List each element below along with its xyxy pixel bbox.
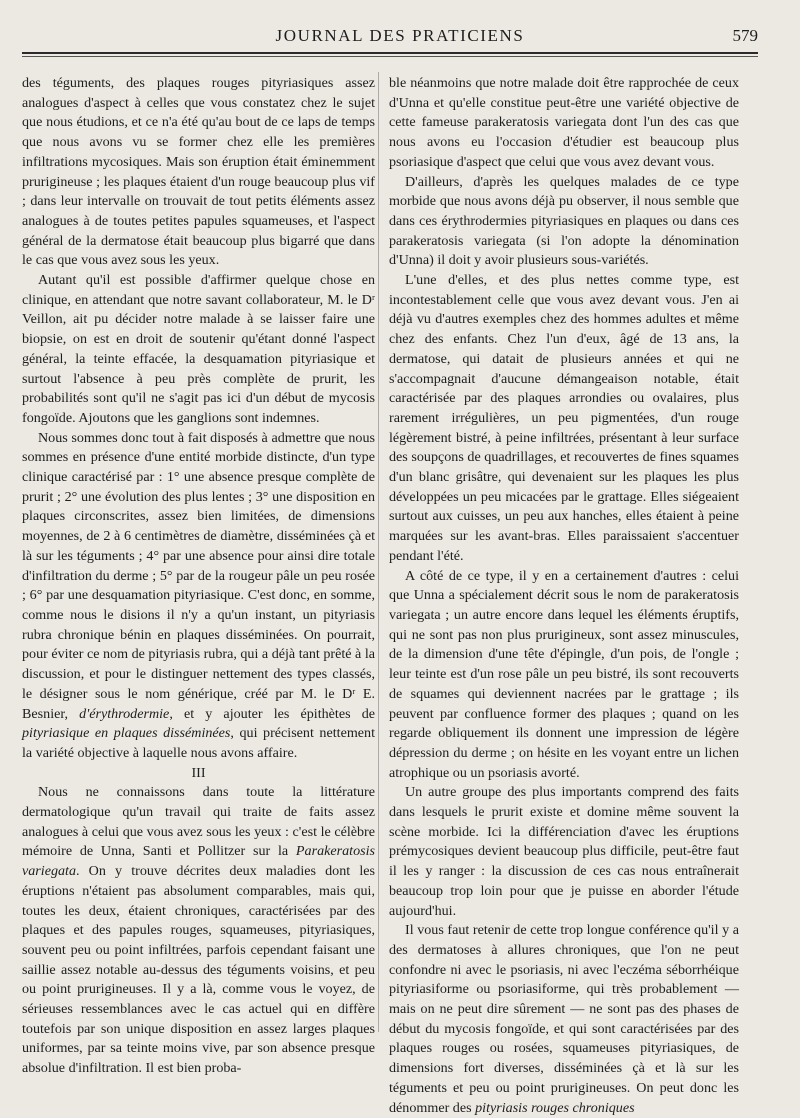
header-rule-thin [22, 56, 758, 57]
running-header [22, 26, 778, 54]
right-column [389, 74, 739, 1118]
header-rule [22, 52, 758, 54]
paragraph: D'ailleurs, d'après les quelques malades de ce type morbide que nous avons déjà pu observer, il nous semble que dans ces érythrodermies pityriasiques en plaques ou dans ces parakeratosis variegata (si l'on adopte la dénomination d'Unna) il doit y avoir plusieurs sous-variétés. [389, 173, 739, 269]
paragraph: des téguments, des plaques rouges pityriasiques assez analogues d'aspect à celles que vous constatez chez le sujet que nous étudions, et ce n'a été qu'au bout de ce laps de temps que nous avons vu se former chez elle les premières infiltrations mycosiques. Mais son éruption était éminemment prurigineuse ; les plaques étaient d'un rouge beaucoup plus vif ; dans leur intervalle on trouvait de tout petits éléments assez analogues à de toutes petites papules squameuses, et l'aspect général de la dermatose était beaucoup plus bigarré que dans le cas que vous avez sous les yeux. [22, 75, 375, 269]
italic-term: Parakeratosis variegata [22, 843, 375, 880]
paragraph: A côté de ce type, il y en a certainement d'autres : celui que Unna a spécialement décrit sous le nom de parakeratosis variegata ; un autre encore dans lequel les éléments éruptifs, qui ne sont pas non plus prurigineux, sont assez minuscules, de la dimension d'une tête d'épingle, d'un pois, de l'ongle ; leur teinte est d'un rose pâle un peu bistré, ils sont recouverts de squames qui deviennent nacrées par le grattage ; ils peuvent par confluence former des plaques ; quand on les regarde obliquement ils donnent une impression de légère dépression du derme ; on hésite en les voyant entre un lichen atrophique ou un psoriasis avorté. [389, 567, 739, 781]
text-run: Nous ne connaissons dans toute la littérature dermatologique qu'un travail qui traite de faits assez analogues à celui que vous avez sous les yeux : c'est le célèbre mémoire de Unna, Santi et Pollitzer sur la [22, 784, 375, 860]
italic-term: pityriasis rouges chroniques [475, 1099, 635, 1116]
paragraph: Un autre groupe des plus importants comprend des faits dans lesquels le prurit existe et domine même souvent la scène morbide. Ici la différenciation d'avec les éruptions prémycosiques devient beaucoup plus difficile, peut-être faut il les y ranger : la discussion de ces cas nous entraînerait beaucoup trop loin pour que je puisse en aborder l'étude aujourd'hui. [389, 784, 739, 919]
italic-term: pityriasique en plaques disséminées [22, 725, 231, 742]
text-run: , et y ajouter les épithètes de [169, 705, 375, 722]
left-column [22, 74, 375, 1079]
paragraph [389, 921, 739, 1118]
page-number: 579 [732, 26, 758, 45]
paragraph: Autant qu'il est possible d'affirmer quelque chose en clinique, en attendant que notre savant collaborateur, M. le Dʳ Veillon, ait pu décider notre malade à se laisser faire une biopsie, on est en droit de soutenir qu'étant donné l'aspect général, la teinte effacée, la desquamation pityriasique et surtout l'absence à peu près complète de prurit, les probabilités sont qu'il ne s'agit pas ici d'un début de mycosis fongoïde. Ajoutons que les ganglions sont indemnes. [22, 272, 375, 426]
paragraph [22, 783, 375, 1079]
text-run: Nous sommes donc tout à fait disposés à admettre que nous sommes en présence d'une entité morbide distincte, d'un type clinique caractérisé par : 1° une absence presque complète de prurit ; 2° une évolution des plus lentes ; 3° une disposition en plaques circonscrites, assez bien limitées, de dimensions moyennes, de 2 à 6 centimètres de diamètre, disséminées çà et là sur les téguments ; 4° par une absence pour ainsi dire totale d'infiltration du derme ; 5° par de la rougeur pâle un peu rosée ; 6° par une desquamation pityriasique. C'est donc, en somme, comme nous le disions il n'y a qu'un instant, un pityriasis rubra chronique bénin en plaques disséminées. On pourrait, pour éviter ce nom de pityriasis rubra, qui a déjà tant prêté à la discussion, et pour le distinguer nettement des types classés, le désigner sous le nom générique, créé par M. le Dʳ E. Besnier, [22, 429, 375, 722]
journal-title: JOURNAL DES PRATICIENS [275, 26, 525, 45]
paragraph [22, 429, 375, 764]
text-run: Il vous faut retenir de cette trop longue conférence qu'il y a des dermatoses à allures chroniques, que l'on ne peut confondre ni avec le psoriasis, ni avec l'eczéma séborrhéique pityriasiforme ou psoriasiforme, qui très probablement — mais on ne peut dire sûrement — ne sont pas des phases de début du mycosis fongoïde, et qui sont caractérisées par des plaques rouges ou rosées, squameuses pityriasiques, de dimensions fort diverses, disséminées çà et là sur les téguments et peu ou point prurigineuses. On peut donc les dénommer des [389, 922, 739, 1116]
italic-term: d'érythrodermie [79, 705, 170, 722]
text-run: , qui précisent nettement la variété objective à laquelle nous avons affaire. [22, 725, 376, 761]
paragraph: ble néanmoins que notre malade doit être rapprochée de ceux d'Unna et qu'elle constitue peut-être une variété objective de cette fameuse parakeratosis variegata dont l'un des cas que nous avons eu l'occasion d'étudier est beaucoup plus psoriasique d'aspect que celui que vous avez devant vous. [389, 75, 739, 170]
section-heading: III [191, 764, 206, 781]
paragraph: L'une d'elles, et des plus nettes comme type, est incontestablement celle que vous avez devant vous. J'en ai déjà vu d'autres exemples chez des hommes adultes et même chez des enfants. Chez l'un d'eux, âgé de 13 ans, la dermatose, qui datait de plusieurs années et qui ne s'accompagnait d'aucune démangeaison notable, était caractérisée par des plaques arrondies ou ovalaires, plus rarement irrégulières, un peu pigmentées, d'un rouge légèrement bistré, à peine infiltrées, présentant à leur surface des soupçons de quadrillages, et recouvertes de fines squames d'un blanc grisâtre, qui devenaient sur les plaques les plus développées un peu micacées par le grattage. Elles siégeaient surtout aux cuisses, un peu aux hanches, elles étaient à peine marquées sur les avant-bras. Elles paraissaient s'accentuer pendant l'été. [389, 272, 739, 564]
text-run: . On y trouve décrites deux maladies dont les éruptions n'étaient pas absolument comparables, mais qui, toutes les deux, étaient chroniques, caractérisées par des plaques et des papules rouges, squameuses, pityriasiques, souvent peu ou point infiltrées, parfois cependant faisant une saillie assez notable au-dessus des téguments voisins, et peu ou point prurigineuses. Il y a là, comme vous le voyez, de sérieuses ressemblances avec le cas actuel qui en diffère toutefois par son unique disposition en assez larges plaques uniformes, par sa teinte moins vive, par son absence presque absolue d'infiltration. Il est bien proba- [22, 863, 375, 1077]
column-divider [378, 72, 379, 1032]
